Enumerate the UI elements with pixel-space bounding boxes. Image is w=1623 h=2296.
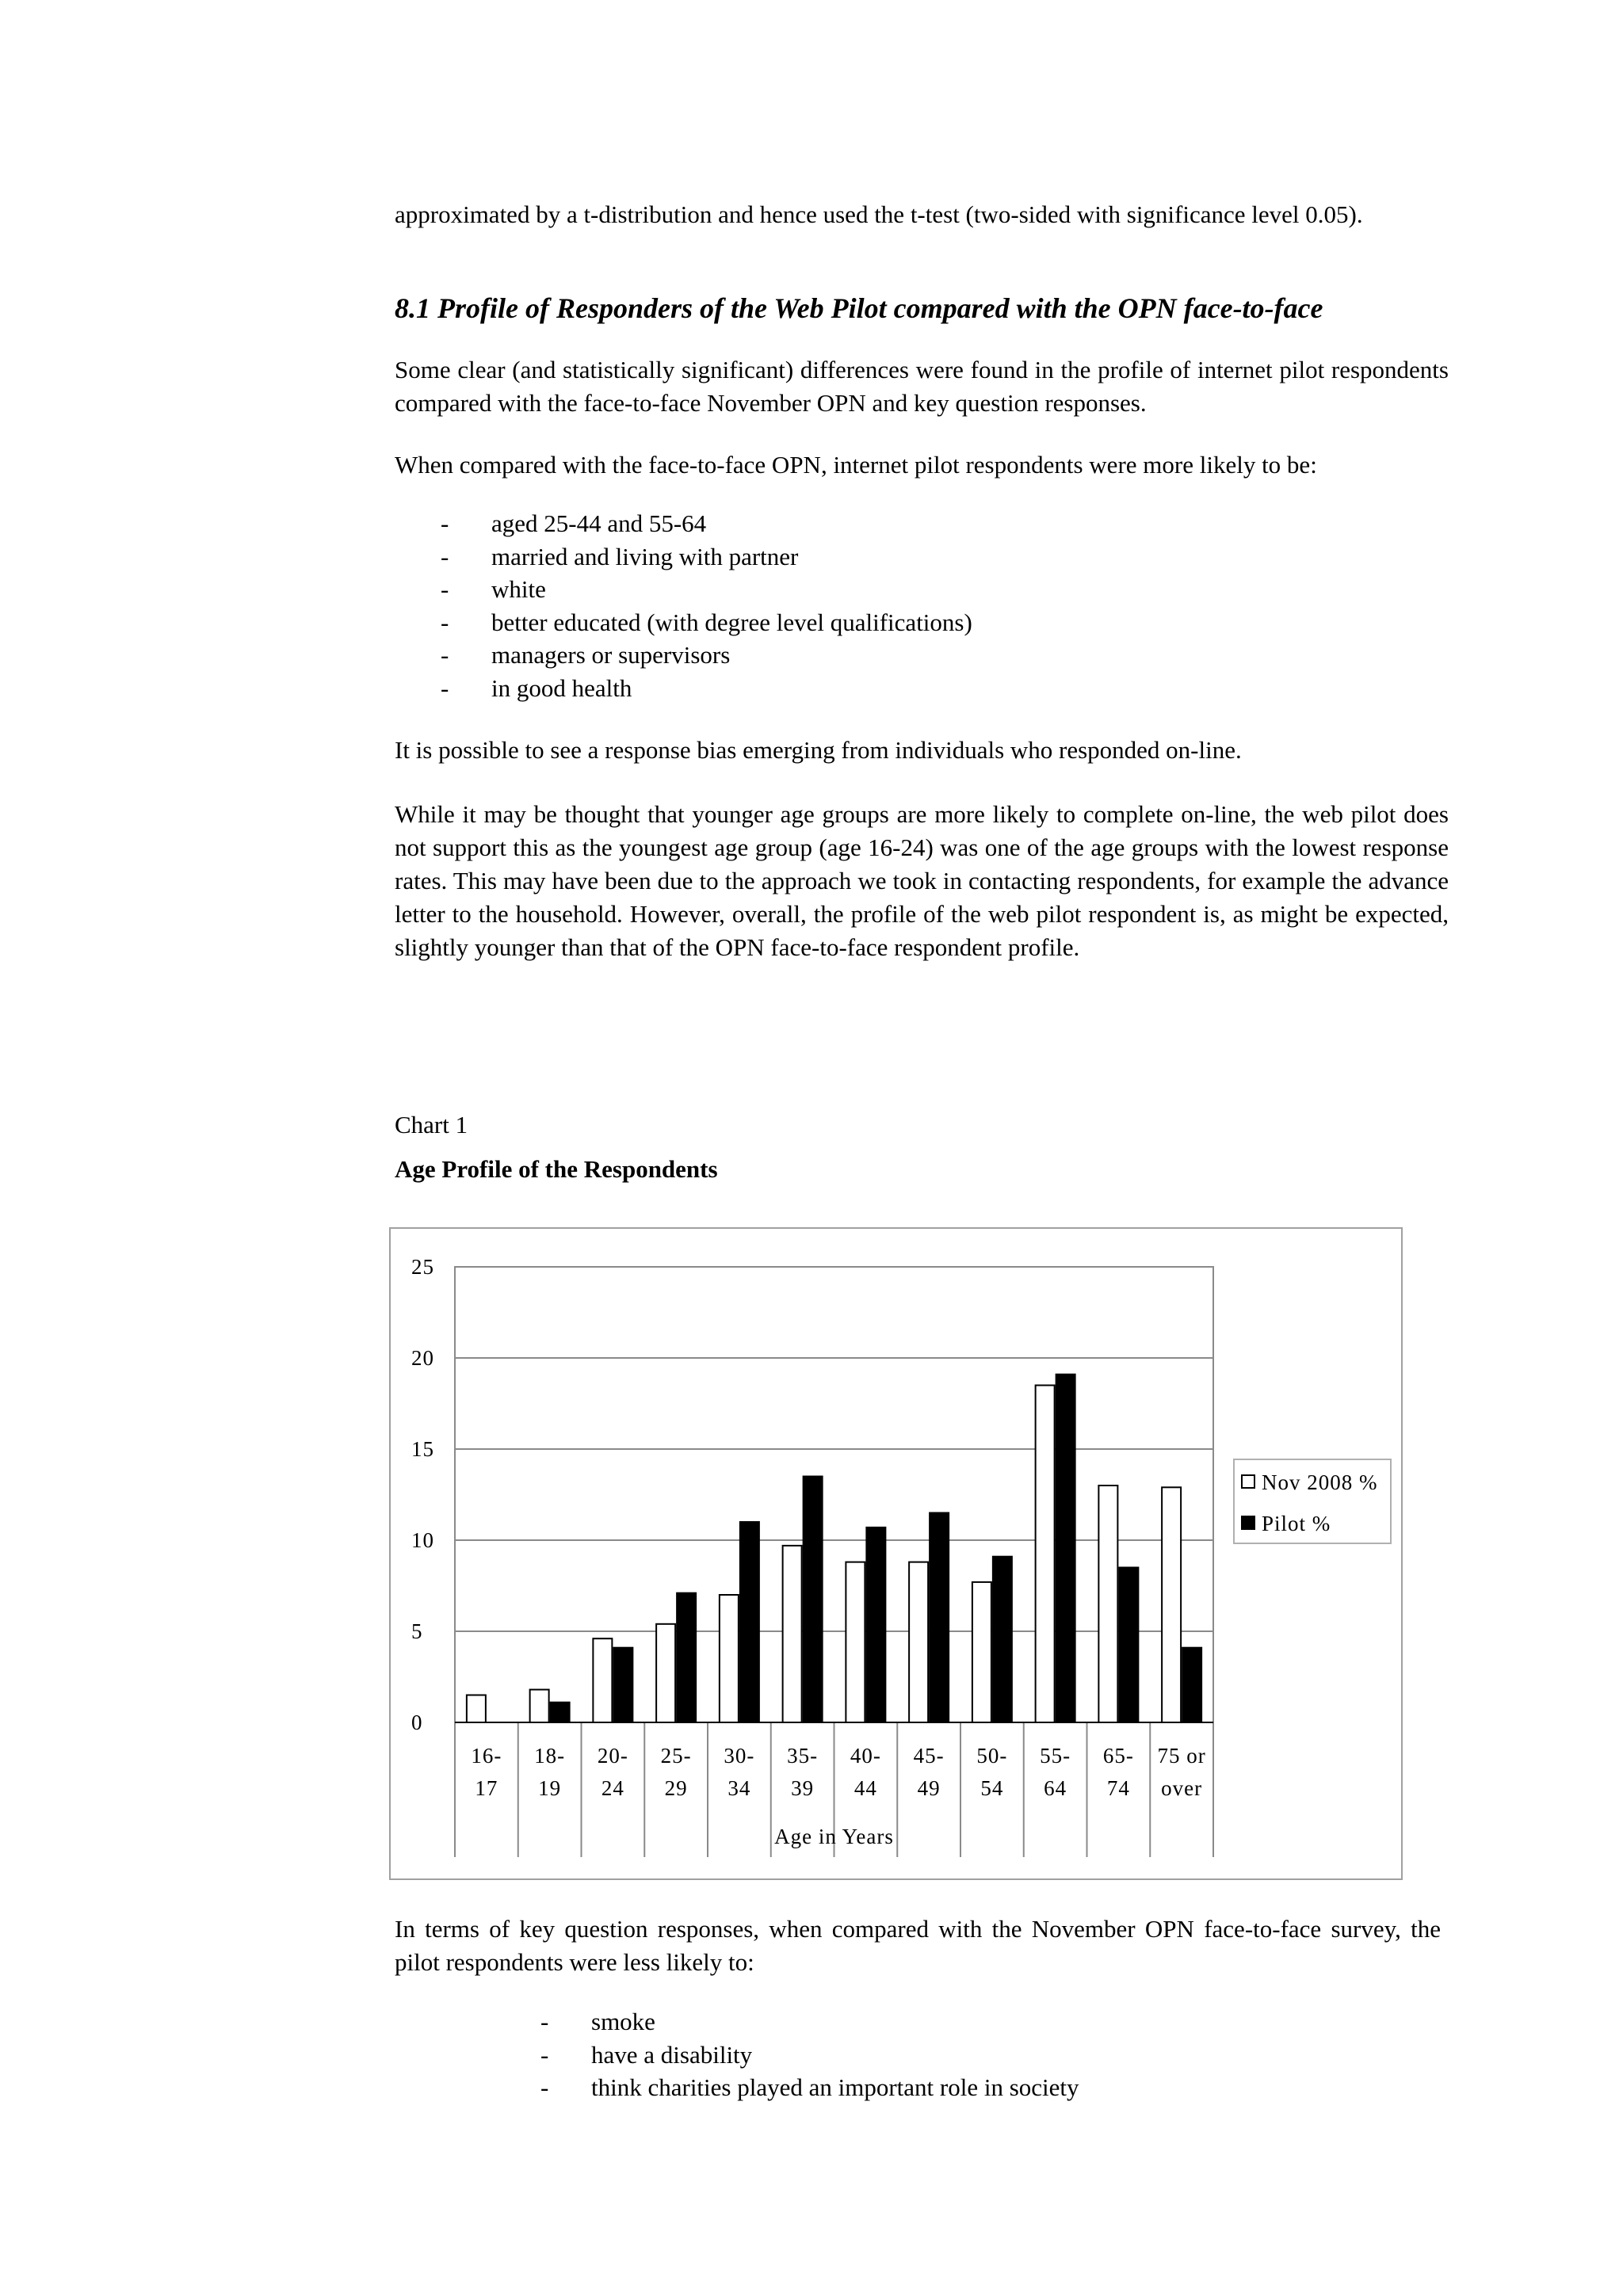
dash-bullet: -: [441, 542, 449, 570]
list-item-text: better educated (with degree level qualifications): [491, 608, 972, 636]
x-axis-label: Age in Years: [774, 1825, 894, 1848]
bar-nov-2008: [846, 1562, 865, 1722]
y-tick-label: 15: [411, 1437, 434, 1461]
bar-pilot: [677, 1593, 696, 1722]
bar-nov-2008: [1098, 1486, 1117, 1722]
paragraph-age: While it may be thought that younger age groups are more likely to complete on-line, the web pilot does not support this as the youngest age group (age 16-24) was one of the age groups with the lowest response rates. This may have been due to the approach we took in contacting respondents, for example the advance letter to the household. However, overall, the profile of the web pilot respondent is, as might be expected, slightly younger than that of the OPN face-to-face respondent profile.: [395, 800, 1449, 961]
bar-pilot: [613, 1648, 632, 1722]
x-tick-label: 30-: [724, 1744, 755, 1768]
x-tick-label: 55-: [1040, 1744, 1071, 1768]
bar-nov-2008: [720, 1595, 739, 1722]
paragraph-more-likely: When compared with the face-to-face OPN, internet pilot respondents were more likely to be:: [395, 451, 1317, 479]
paragraph-bias: It is possible to see a response bias emerging from individuals who responded on-line.: [395, 736, 1242, 764]
x-tick-label: 45-: [913, 1744, 945, 1768]
list-item: [441, 639, 972, 672]
x-tick-label: 20-: [597, 1744, 628, 1768]
age-profile-chart: [389, 1227, 1403, 1880]
list-item: [441, 540, 972, 574]
list-item: [441, 606, 972, 639]
x-tick-label: 29: [664, 1776, 688, 1800]
bar-pilot: [740, 1522, 759, 1722]
bar-nov-2008: [783, 1546, 802, 1722]
list-item-text: in good health: [491, 673, 632, 702]
x-tick-label: 24: [601, 1776, 624, 1800]
x-tick-label: 64: [1044, 1776, 1067, 1800]
y-tick-label: 20: [411, 1346, 434, 1370]
bar-nov-2008: [593, 1638, 612, 1722]
list-item-text: smoke: [591, 2008, 655, 2035]
x-tick-label: 54: [980, 1776, 1004, 1800]
dash-bullet: -: [441, 575, 449, 603]
legend-label: Nov 2008 %: [1262, 1470, 1378, 1494]
x-tick-label: 65-: [1102, 1744, 1134, 1768]
x-tick-label: 49: [917, 1776, 941, 1800]
list-item-text: white: [491, 575, 546, 603]
bar-pilot: [866, 1527, 885, 1722]
x-tick-label: 75 or: [1157, 1744, 1206, 1768]
less-likely-list: [540, 2005, 1079, 2104]
bar-nov-2008: [909, 1562, 928, 1722]
chart-caption: Chart 1: [395, 1111, 468, 1138]
bar-nov-2008: [467, 1695, 486, 1723]
dash-bullet: -: [441, 608, 449, 636]
x-tick-label: 74: [1106, 1776, 1130, 1800]
list-item: [540, 2005, 1079, 2039]
y-tick-label: 10: [411, 1528, 434, 1552]
dash-bullet: -: [441, 509, 449, 537]
list-item: [540, 2039, 1079, 2072]
x-tick-label: 19: [538, 1776, 562, 1800]
x-tick-label: 25-: [660, 1744, 692, 1768]
list-item-text: have a disability: [591, 2040, 753, 2069]
legend-swatch: [1242, 1516, 1254, 1529]
dash-bullet: -: [441, 641, 449, 669]
x-tick-label: 50-: [976, 1744, 1008, 1768]
paragraph-differences: Some clear (and statistically significant) differences were found in the profile of internet pilot respondents compared with the face-to-face November OPN and key question responses.: [395, 356, 1449, 417]
paragraph-less-likely: In terms of key question responses, when compared with the November OPN face-to-face survey, the pilot respondents were less likely to:: [395, 1915, 1441, 1976]
x-tick-label: 17: [475, 1776, 498, 1800]
list-item: [540, 2071, 1079, 2104]
dash-bullet: -: [540, 2008, 549, 2035]
more-likely-list: [441, 507, 972, 704]
bar-nov-2008: [656, 1624, 675, 1722]
x-tick-label: 44: [854, 1776, 877, 1800]
x-tick-label: 18-: [534, 1744, 566, 1768]
list-item: [441, 507, 972, 540]
list-item-text: think charities played an important role in society: [591, 2073, 1079, 2101]
bar-pilot: [804, 1477, 823, 1723]
bar-pilot: [1056, 1375, 1075, 1722]
x-tick-label: over: [1161, 1776, 1203, 1800]
list-item-text: aged 25-44 and 55-64: [491, 509, 707, 537]
x-tick-label: 34: [727, 1776, 751, 1800]
intro-paragraph: approximated by a t-distribution and hence used the t-test (two-sided with significance level 0.05).: [395, 200, 1363, 228]
list-item: [441, 573, 972, 606]
bar-pilot: [993, 1557, 1012, 1722]
y-tick-label: 0: [411, 1711, 423, 1734]
bar-pilot: [551, 1703, 570, 1722]
x-tick-label: 40-: [850, 1744, 881, 1768]
bar-pilot: [930, 1513, 949, 1723]
dash-bullet: -: [540, 2040, 549, 2069]
list-item: [441, 672, 972, 705]
dash-bullet: -: [441, 673, 449, 702]
list-item-text: managers or supervisors: [491, 641, 731, 669]
dash-bullet: -: [540, 2073, 549, 2101]
x-tick-label: 35-: [787, 1744, 819, 1768]
section-heading: 8.1 Profile of Responders of the Web Pilot compared with the OPN face-to-face: [395, 292, 1323, 324]
y-tick-label: 25: [411, 1255, 434, 1279]
bar-nov-2008: [530, 1690, 549, 1722]
legend-label: Pilot %: [1262, 1512, 1331, 1535]
list-item-text: married and living with partner: [491, 542, 799, 570]
bar-nov-2008: [1162, 1487, 1181, 1722]
legend-swatch: [1242, 1475, 1254, 1488]
bar-pilot: [1119, 1568, 1138, 1723]
bar-pilot: [1182, 1648, 1201, 1722]
y-tick-label: 5: [411, 1619, 423, 1643]
bar-nov-2008: [1036, 1386, 1055, 1723]
x-tick-label: 39: [791, 1776, 815, 1800]
bar-nov-2008: [972, 1582, 991, 1722]
chart-heading: Age Profile of the Respondents: [395, 1155, 718, 1183]
x-tick-label: 16-: [471, 1744, 502, 1768]
